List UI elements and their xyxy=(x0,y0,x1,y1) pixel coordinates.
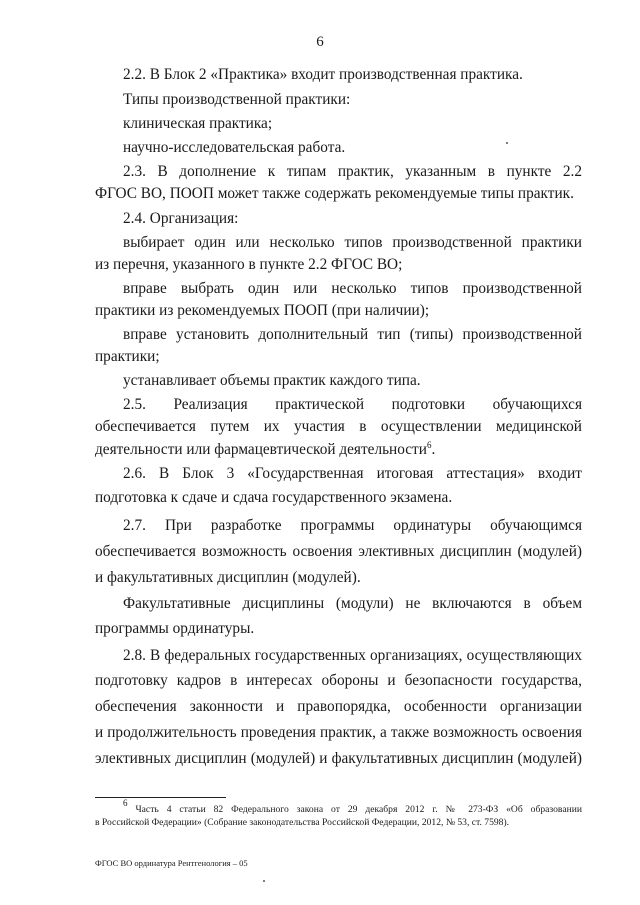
paragraph-line: 2.4. Организация: xyxy=(123,210,239,227)
paragraph-text: деятельности или фармацевтической деятельности xyxy=(95,441,427,458)
paragraph-line: обеспечивается возможность освоения элективных дисциплин (модулей) xyxy=(95,543,582,560)
paragraph-line xyxy=(95,441,582,459)
paragraph-line: элективных дисциплин (модулей) и факультативных дисциплин (модулей) xyxy=(95,750,582,767)
footnote-divider xyxy=(95,797,226,798)
page-footer: ФГОС ВО ординатура Рентгенология – 05 xyxy=(95,858,248,868)
paragraph-line: научно-исследовательская работа. xyxy=(123,139,346,156)
footnote-line: в Российской Федерации» (Собрание законодательства Российской Федерации, 2012, № 53, ст. 7598). xyxy=(95,817,510,828)
paragraph-line: вправе выбрать один или несколько типов производственной xyxy=(123,280,582,297)
page-number: 6 xyxy=(316,34,324,50)
paragraph-line: из перечня, указанного в пункте 2.2 ФГОС ВО; xyxy=(95,256,403,273)
paragraph-line: и продолжительность проведения практик, а также возможность освоения xyxy=(95,724,582,741)
paragraph-line: программы ординатуры. xyxy=(95,620,255,637)
footnote-marker: 6 xyxy=(123,798,128,808)
footnote-text: Часть 4 статьи 82 Федерального закона от 29 декабря 2012 г. № 273-ФЗ «Об образовании xyxy=(135,804,582,815)
paragraph-line: 2.5. Реализация практической подготовки обучающихся xyxy=(123,396,582,413)
paragraph-line: ФГОС ВО, ПООП может также содержать рекомендуемые типы практик. xyxy=(95,185,574,202)
paragraph-line: 2.3. В дополнение к типам практик, указанным в пункте 2.2 xyxy=(123,163,582,180)
paragraph-line: Типы производственной практики: xyxy=(123,91,351,108)
paragraph-line: вправе установить дополнительный тип (типы) производственной xyxy=(123,326,582,343)
paragraph-line: 2.7. При разработке программы ординатуры обучающимся xyxy=(123,517,582,534)
paragraph-line: Факультативные дисциплины (модули) не включаются в объем xyxy=(123,595,582,612)
paragraph-line: и факультативных дисциплин (модулей). xyxy=(95,569,361,586)
paragraph-line: подготовка к сдаче и сдача государственного экзамена. xyxy=(95,489,453,506)
footnote-line xyxy=(123,798,582,816)
paragraph-line: обеспечивается путем их участия в осуществлении медицинской xyxy=(95,418,582,435)
paragraph-line: устанавливает объемы практик каждого типа. xyxy=(123,372,421,389)
footnote-reference[interactable]: 6 xyxy=(426,440,432,450)
paragraph-line: обеспечения законности и правопорядка, особенности организации xyxy=(95,698,582,715)
paragraph-line: 2.8. В федеральных государственных организациях, осуществляющих xyxy=(123,647,582,664)
paragraph-line: 2.2. В Блок 2 «Практика» входит производственная практика. xyxy=(123,66,523,83)
paragraph-line: подготовку кадров в интересах обороны и безопасности государства, xyxy=(95,672,582,689)
scan-speck xyxy=(263,880,265,882)
paragraph-line: выбирает один или несколько типов производственной практики xyxy=(123,234,582,251)
paragraph-line: клиническая практика; xyxy=(123,115,273,132)
paragraph-line: практики из рекомендуемых ПООП (при наличии); xyxy=(95,302,430,319)
paragraph-line: 2.6. В Блок 3 «Государственная итоговая аттестация» входит xyxy=(123,465,582,482)
scan-speck xyxy=(506,142,508,144)
paragraph-line: практики; xyxy=(95,348,160,365)
paragraph-end: . xyxy=(431,441,436,458)
